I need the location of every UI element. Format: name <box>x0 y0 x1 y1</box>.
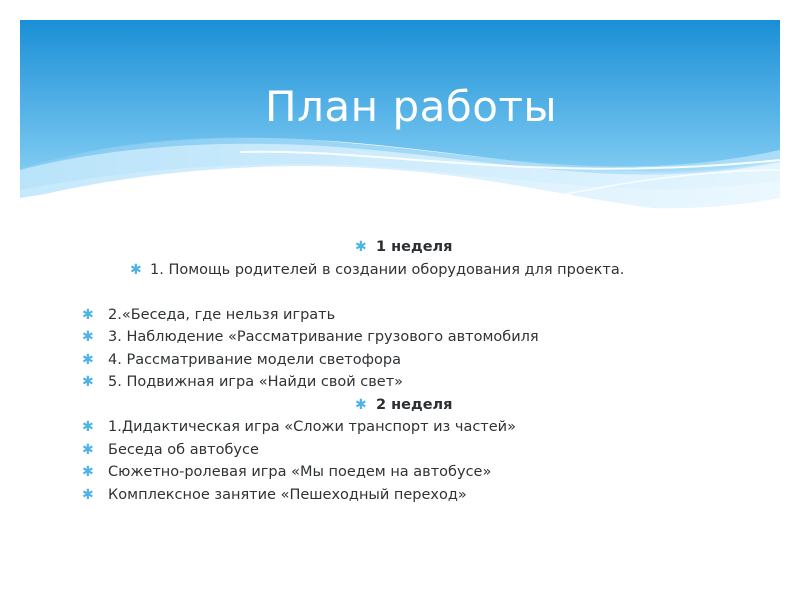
list-item <box>20 484 780 507</box>
list-item-text: 1.Дидактическая игра «Сложи транспорт из частей» <box>108 419 516 435</box>
list-item <box>20 394 780 417</box>
list-item <box>20 236 780 259</box>
slide <box>20 20 780 580</box>
bullet-star-icon: ✱ <box>355 239 367 255</box>
bullet-star-icon: ✱ <box>82 351 94 368</box>
list-item-text: Комплексное занятие «Пешеходный переход» <box>108 486 467 503</box>
list-item <box>20 439 780 462</box>
list-item-text: 2.«Беседа, где нельзя играть <box>108 306 336 323</box>
list-item <box>20 371 780 394</box>
list-item-text: 1. Помощь родителей в создании оборудования для проекта. <box>150 261 625 278</box>
list-item-text: Сюжетно-ролевая игра «Мы поедем на автобусе» <box>108 464 492 480</box>
slide-title: План работы <box>265 82 558 131</box>
bullet-star-icon: ✱ <box>130 261 142 278</box>
list-item-text: Беседа об автобусе <box>108 441 259 458</box>
list-item <box>20 349 780 372</box>
week-heading: 1 неделя <box>376 239 453 255</box>
list-item-text: 5. Подвижная игра «Найди свой свет» <box>108 374 404 390</box>
bullet-star-icon: ✱ <box>82 374 94 390</box>
bullet-star-icon: ✱ <box>82 419 94 435</box>
content-list <box>20 236 780 506</box>
bullet-star-icon: ✱ <box>82 306 94 323</box>
list-item <box>20 304 780 327</box>
list-item <box>20 461 780 484</box>
bullet-star-icon: ✱ <box>82 464 94 480</box>
week-heading: 2 неделя <box>376 396 453 413</box>
list-item <box>20 326 780 349</box>
list-item <box>20 416 780 439</box>
blank-line <box>20 281 780 304</box>
list-item <box>20 259 780 282</box>
list-item-text: 4. Рассматривание модели светофора <box>108 351 401 368</box>
bullet-star-icon: ✱ <box>82 441 94 458</box>
bullet-star-icon: ✱ <box>82 329 94 345</box>
list-item-text: 3. Наблюдение «Рассматривание грузового автомобиля <box>108 329 539 345</box>
bullet-star-icon: ✱ <box>355 396 367 413</box>
bullet-star-icon: ✱ <box>82 486 94 503</box>
